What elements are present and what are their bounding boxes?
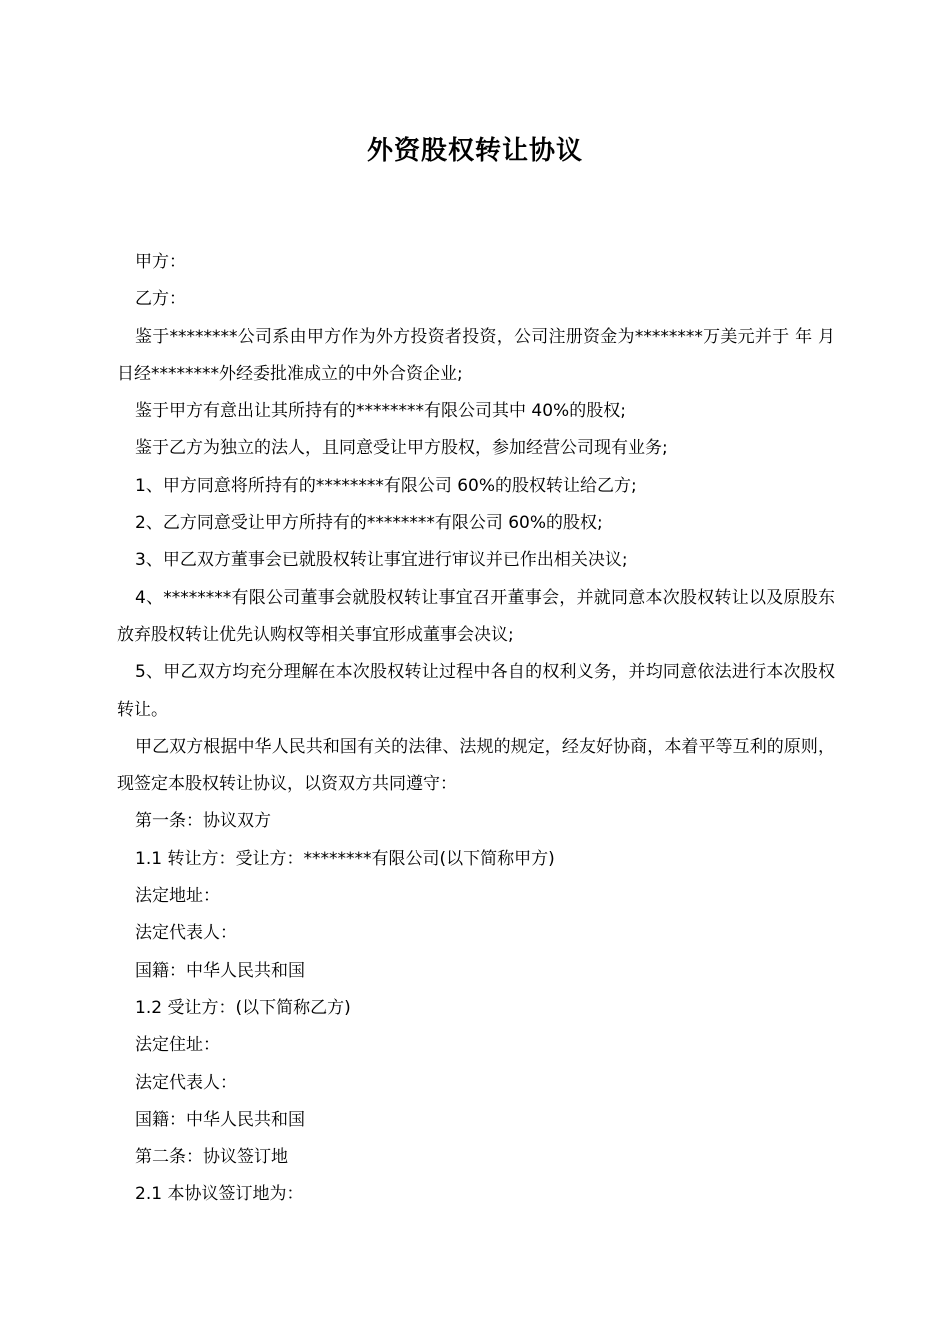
signing-place-line: 2.1 本协议签订地为： (135, 1184, 304, 1205)
transferee-representative: 法定代表人： (135, 1072, 237, 1093)
transferor-address: 法定地址： (135, 886, 220, 907)
party-b-line: 乙方： (135, 289, 186, 310)
transferee-nationality: 国籍：中华人民共和国 (135, 1109, 305, 1130)
transferor-nationality: 国籍：中华人民共和国 (135, 960, 305, 981)
document-title: 外资股权转让协议 (366, 136, 583, 166)
recital-company-background: 鉴于********公司系由甲方作为外方投资者投资，公司注册资金为********万美元并于 年 月 日经********外经委批准成立的中外合资企业; (117, 326, 835, 384)
clause-item-2: 2、乙方同意受让甲方所持有的********有限公司 60%的股权; (135, 513, 603, 534)
party-a-line: 甲方： (135, 252, 186, 272)
recital-transfer-intent: 鉴于甲方有意出让其所持有的********有限公司其中 40%的股权; (135, 401, 626, 422)
document-body (117, 244, 835, 1214)
article-1-heading: 第一条：协议双方 (135, 811, 271, 832)
clause-item-4: 4、********有限公司董事会就股权转让事宜召开董事会，并就同意本次股权转让以及原股东放弃股权转让优先认购权等相关事宜形成董事会决议; (117, 587, 835, 645)
agreement-preamble: 甲乙双方根据中华人民共和国有关的法律、法规的规定，经友好协商，本着平等互利的原则，现签定本股权转让协议，以资双方共同遵守： (117, 736, 835, 795)
transferor-line: 1.1 转让方：受让方：********有限公司(以下简称甲方) (135, 848, 555, 869)
clause-item-5: 5、甲乙双方均充分理解在本次股权转让过程中各自的权利义务，并均同意依法进行本次股权转让。 (117, 662, 835, 720)
transferor-representative: 法定代表人： (135, 923, 237, 944)
transferee-line: 1.2 受让方：(以下简称乙方) (135, 997, 351, 1018)
transferee-address: 法定住址： (135, 1035, 220, 1056)
clause-item-1: 1、甲方同意将所持有的********有限公司 60%的股权转让给乙方; (135, 475, 637, 496)
recital-transferee-consent: 鉴于乙方为独立的法人，且同意受让甲方股权，参加经营公司现有业务; (135, 438, 668, 459)
article-2-heading: 第二条：协议签订地 (135, 1147, 288, 1168)
clause-item-3: 3、甲乙双方董事会已就股权转让事宜进行审议并已作出相关决议; (135, 550, 628, 571)
